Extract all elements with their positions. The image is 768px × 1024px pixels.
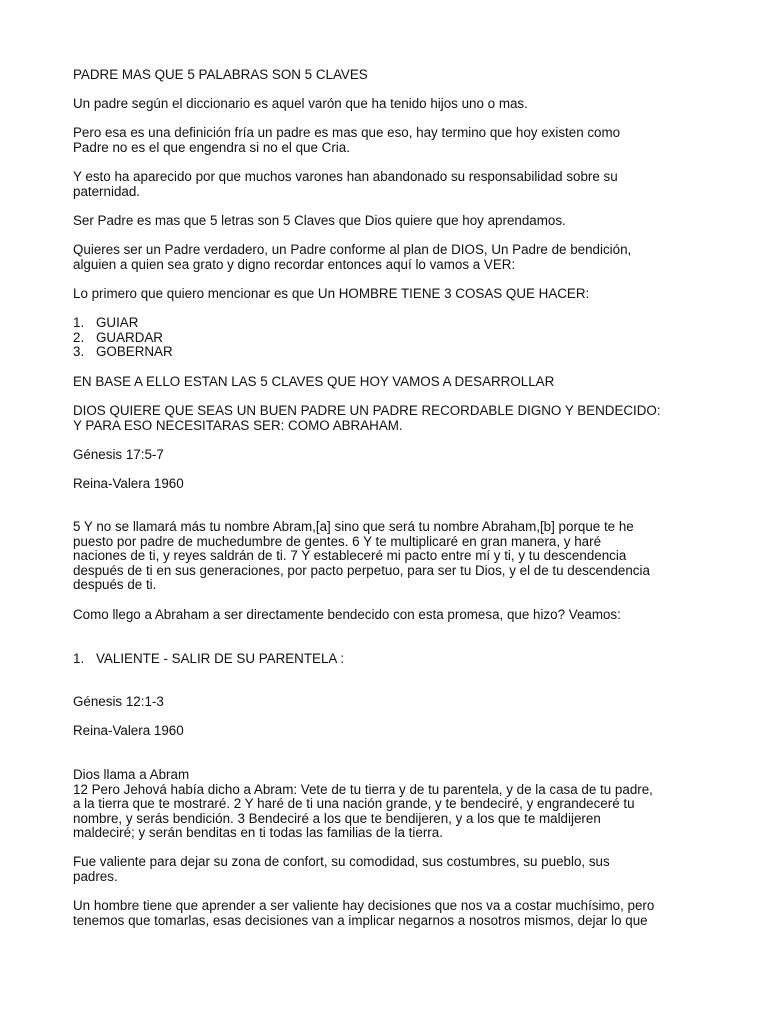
paragraph-cold-definition: Pero esa es una definición fría un padre es mas que eso, hay termino que hoy existen como Padre no es el que engendra si no el que Cria. xyxy=(73,125,621,155)
scripture-version: Reina-Valera 1960 xyxy=(73,723,184,738)
list-item xyxy=(73,316,138,331)
paragraph-courage: Fue valiente para dejar su zona de confort, su comodidad, sus costumbres, su pueblo, sus padres. xyxy=(73,854,610,884)
paragraph-five-keys: Ser Padre es mas que 5 letras son 5 Claves que Dios quiere que hoy aprendamos. xyxy=(73,213,566,228)
paragraph-abraham: DIOS QUIERE QUE SEAS UN BUEN PADRE UN PADRE RECORDABLE DIGNO Y BENDECIDO: Y PARA ESO NECESITARAS SER: COMO ABRAHAM. xyxy=(73,403,661,433)
list-item-text: GUIAR xyxy=(96,315,139,330)
scripture-passage: 5 Y no se llamará más tu nombre Abram,[a] sino que será tu nombre Abraham,[b] porque te he puesto por padre de muchedumbre de gentes. 6 Y te multiplicaré en gran manera, y haré naciones de ti, y reyes saldrán de ti. 7 Y estableceré mi pacto entre mí y ti, y tu descendencia después de ti en sus generaciones, por pacto perpetuo, para ser tu Dios, y el de tu descendencia después de ti. xyxy=(73,519,650,593)
scripture-reference: Génesis 12:1-3 xyxy=(73,694,164,709)
paragraph-decisions: Un hombre tiene que aprender a ser valiente hay decisiones que nos va a costar muchísimo, pero tenemos que tomarlas, esas decisiones van a implicar negarnos a nosotros mismos, dejar lo que xyxy=(73,898,655,928)
list-item-number: 2. xyxy=(73,330,85,345)
section-title: VALIENTE - SALIR DE SU PARENTELA : xyxy=(96,651,345,666)
paragraph-definition: Un padre según el diccionario es aquel varón que ha tenido hijos uno o mas. xyxy=(73,96,528,111)
list-item-number: 1. xyxy=(73,315,85,330)
paragraph-abandonment: Y esto ha aparecido por que muchos varones han abandonado su responsabilidad sobre su paternidad. xyxy=(73,169,618,199)
paragraph-true-father: Quieres ser un Padre verdadero, un Padre conforme al plan de DIOS, Un Padre de bendición, alguien a quien sea grato y digno recordar entonces aquí lo vamos a VER: xyxy=(73,242,632,272)
paragraph-question: Como llego a Abraham a ser directamente bendecido con esta promesa, que hizo? Veamos: xyxy=(73,607,621,622)
document-title: PADRE MAS QUE 5 PALABRAS SON 5 CLAVES xyxy=(73,67,368,82)
paragraph-three-things: Lo primero que quiero mencionar es que Un HOMBRE TIENE 3 COSAS QUE HACER: xyxy=(73,286,590,301)
list-item-text: GUARDAR xyxy=(96,330,163,345)
section-heading xyxy=(73,652,344,667)
scripture-reference: Génesis 17:5-7 xyxy=(73,447,164,462)
section-number: 1. xyxy=(73,651,85,666)
list-item-text: GOBERNAR xyxy=(96,344,173,359)
paragraph-base: EN BASE A ELLO ESTAN LAS 5 CLAVES QUE HOY VAMOS A DESARROLLAR xyxy=(73,374,555,389)
list-item xyxy=(73,345,173,360)
scripture-passage: Dios llama a Abram 12 Pero Jehová había dicho a Abram: Vete de tu tierra y de tu parentela, y de la casa de tu padre, a la tierra que te mostraré. 2 Y haré de ti una nación grande, y te bendeciré, y engrandeceré tu nombre, y serás bendición. 3 Bendeciré a los que te bendijeren, y a los que te maldijeren maldeciré; y serán benditas en ti todas las familias de la tierra. xyxy=(73,767,653,841)
scripture-version: Reina-Valera 1960 xyxy=(73,476,184,491)
list-item-number: 3. xyxy=(73,344,85,359)
